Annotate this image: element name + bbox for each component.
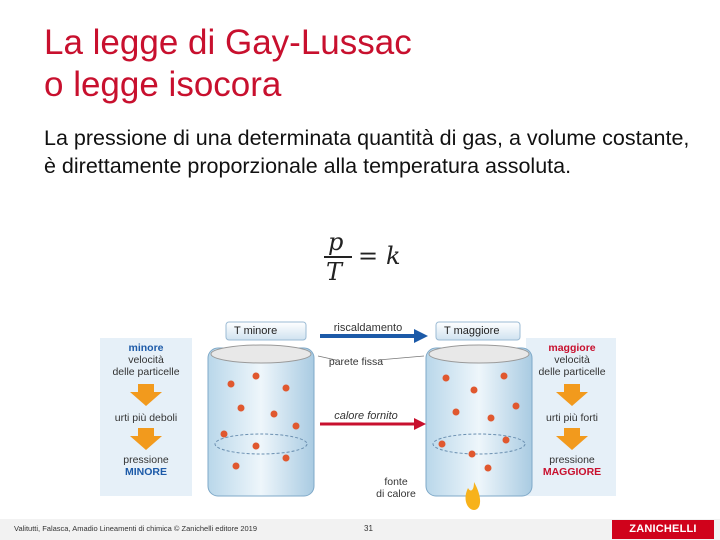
left-cylinder — [208, 348, 314, 496]
formula-numerator: p — [328, 228, 344, 256]
gay-lussac-diagram — [96, 316, 616, 516]
heat-source-label-1: fonte — [384, 476, 408, 488]
right-label-1: maggiore — [548, 342, 596, 354]
right-lid — [429, 345, 529, 363]
page-number: 31 — [364, 524, 373, 533]
heat-source-label-2: di calore — [376, 488, 416, 500]
left-label-1: minore — [128, 342, 164, 354]
left-label-4: urti più deboli — [114, 412, 178, 424]
slide-title — [44, 22, 412, 106]
heat-arrow — [414, 418, 426, 430]
zanichelli-logo: ZANICHELLI — [612, 520, 714, 539]
left-lid — [211, 345, 311, 363]
heating-arrow — [414, 329, 428, 343]
right-label-3: delle particelle — [538, 366, 606, 378]
body-paragraph: La pressione di una determinata quantità di gas, a volume costante, è direttamente proporzionale alla temperatura assoluta. — [44, 126, 690, 178]
left-label-3: delle particelle — [112, 366, 180, 378]
left-label-6: MINORE — [125, 466, 167, 478]
right-cylinder — [426, 348, 532, 496]
right-label-6: MAGGIORE — [542, 466, 602, 478]
formula-equals: = — [358, 242, 379, 270]
title-line-1: La legge di Gay-Lussac — [44, 23, 412, 62]
wall-label: parete fissa — [328, 356, 384, 368]
formula-denominator: T — [326, 258, 343, 286]
right-label-2: velocità — [554, 354, 590, 366]
right-label-4: urti più forti — [546, 412, 598, 424]
formula-constant: k — [386, 242, 401, 270]
right-label-5: pressione — [549, 454, 595, 466]
formula — [318, 228, 428, 286]
title-line-2: o legge isocora — [44, 65, 282, 104]
heating-label: riscaldamento — [333, 322, 403, 334]
footer-citation: Valitutti, Falasca, Amadio Lineamenti di chimica © Zanichelli editore 2019 — [14, 524, 258, 533]
right-header-label: T maggiore — [444, 325, 500, 337]
left-header-label: T minore — [234, 325, 278, 337]
left-label-2: velocità — [128, 354, 164, 366]
heat-label: calore fornito — [334, 410, 398, 422]
left-label-5: pressione — [123, 454, 169, 466]
